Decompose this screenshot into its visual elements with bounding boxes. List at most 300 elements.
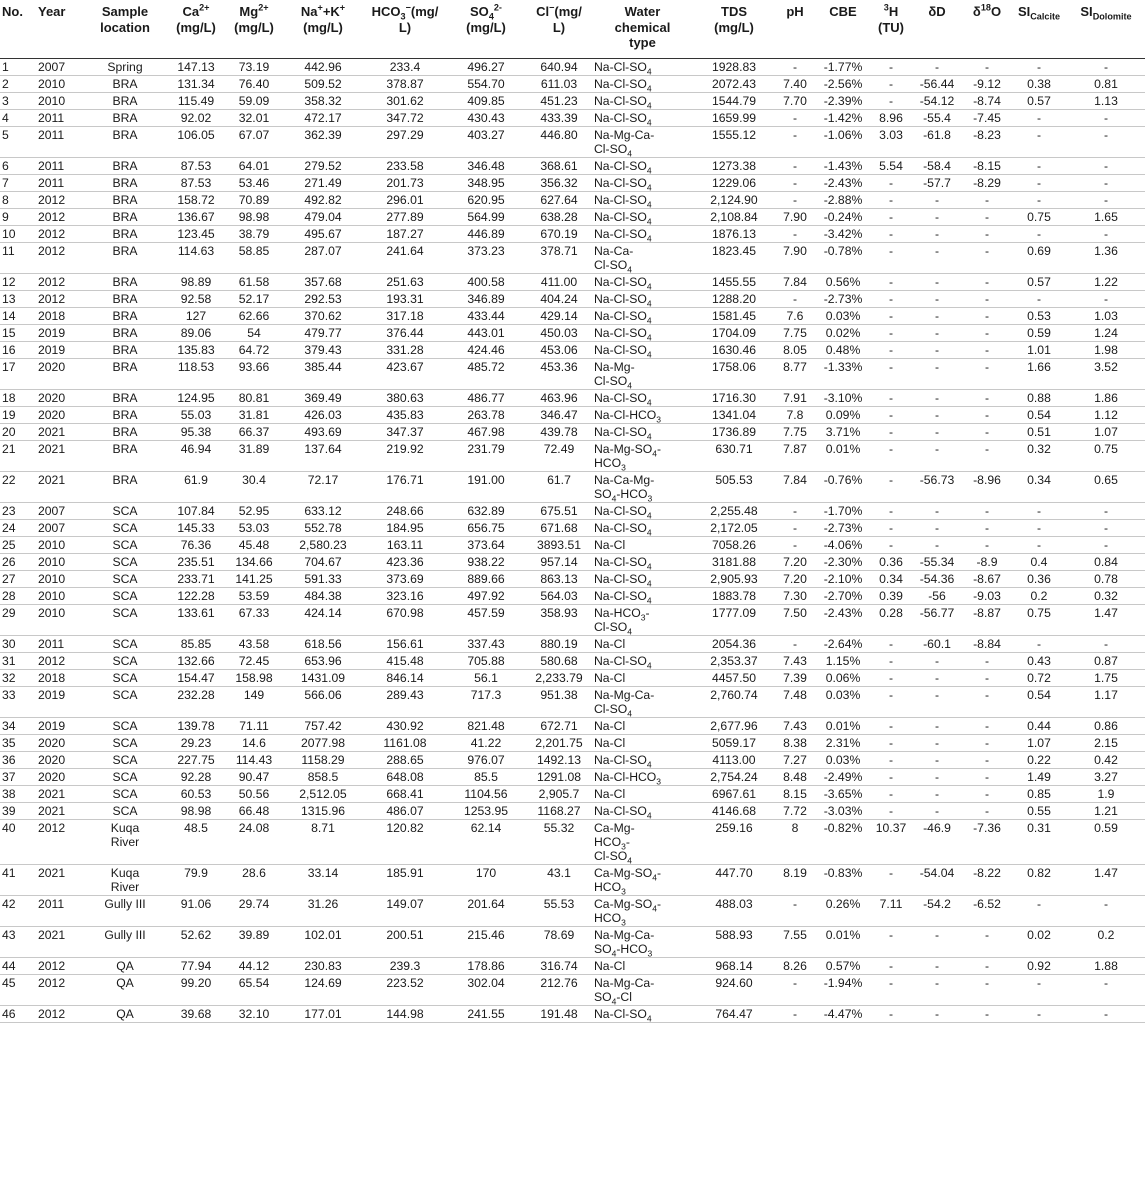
cell-h3: -	[888, 243, 894, 258]
cell-tds: 5059.17	[711, 735, 757, 750]
cell-sic: 0.75	[1027, 209, 1051, 224]
cell-year: 2021	[38, 927, 66, 942]
cell-cbe: -3.65%	[823, 786, 863, 801]
cell-sid: 0.86	[1094, 718, 1118, 733]
cell-sic: 0.75	[1027, 605, 1051, 620]
cell-ph: -	[792, 158, 798, 173]
cell-ca: 122.28	[177, 588, 215, 603]
cell-cbe: -1.43%	[823, 158, 863, 173]
cell-h3: -	[888, 226, 894, 241]
cell-so4: 56.1	[474, 670, 498, 685]
cell-dd: -	[934, 975, 940, 990]
cell-year: 2018	[38, 308, 66, 323]
cell-so4: 346.48	[467, 158, 505, 173]
cell-so4: 632.89	[467, 503, 505, 518]
cell-hco3: 156.61	[386, 636, 424, 651]
cell-type: $Na-Cl-SO_4$	[594, 192, 652, 209]
cell-loc: SCA	[112, 803, 138, 818]
cell-cl: 72.49	[543, 441, 575, 456]
cell-mg: 44.12	[238, 958, 270, 973]
cell-ph: 7.39	[783, 670, 807, 685]
cell-tds: 2,353.37	[710, 653, 758, 668]
column-header-tds: TDS (mg/L)	[693, 0, 775, 58]
cell-hco3: 317.18	[386, 308, 424, 323]
cell-tds: 6967.61	[711, 786, 757, 801]
cell-loc: QA	[116, 958, 134, 973]
cell-loc: SCA	[112, 786, 138, 801]
cell-loc: BRA	[112, 192, 138, 207]
cell-sid: -	[1103, 175, 1109, 190]
cell-dd: -	[934, 735, 940, 750]
cell-sic: 0.53	[1027, 308, 1051, 323]
cell-nak: 493.69	[304, 424, 342, 439]
cell-d18o: -	[984, 390, 990, 405]
cell-dd: -	[934, 325, 940, 340]
cell-so4: 821.48	[467, 718, 505, 733]
cell-nak: 424.14	[304, 605, 342, 620]
cell-h3: -	[888, 325, 894, 340]
cell-tds: 968.14	[715, 958, 753, 973]
cell-loc: BRA	[112, 175, 138, 190]
cell-cl: 675.51	[540, 503, 578, 518]
cell-loc: BRA	[112, 291, 138, 306]
cell-nak: 287.07	[304, 243, 342, 258]
cell-so4: 656.75	[467, 520, 505, 535]
cell-cbe: -2.73%	[823, 291, 863, 306]
cell-hco3: 219.92	[386, 441, 424, 456]
cell-sic: 0.82	[1027, 865, 1051, 880]
column-header-mg: $Mg^{2+}$ (mg/L)	[226, 0, 282, 58]
cell-nak: 271.49	[304, 175, 342, 190]
cell-no: 7	[2, 175, 9, 190]
cell-no: 30	[2, 636, 16, 651]
cell-year: 2021	[38, 424, 66, 439]
table-row	[0, 570, 1145, 587]
cell-year: 2010	[38, 588, 66, 603]
cell-tds: 4113.00	[712, 752, 756, 767]
cell-cbe: -1.70%	[823, 503, 863, 518]
cell-ca: 85.85	[180, 636, 212, 651]
cell-sic: 0.2	[1030, 588, 1048, 603]
cell-loc: Spring	[107, 59, 143, 74]
cell-dd: -56.44	[919, 76, 955, 91]
cell-loc: BRA	[112, 226, 138, 241]
cell-cl: 61.7	[547, 472, 571, 487]
cell-cbe: 0.03%	[825, 687, 861, 702]
cell-ca: 98.98	[180, 803, 212, 818]
cell-hco3: 201.73	[386, 175, 424, 190]
cell-hco3: 288.65	[386, 752, 424, 767]
cell-nak: 370.62	[304, 308, 342, 323]
cell-cbe: -0.76%	[823, 472, 863, 487]
cell-cl: 316.74	[540, 958, 578, 973]
cell-year: 2012	[38, 291, 66, 306]
cell-loc: Gully III	[104, 927, 146, 942]
cell-nak: 2,580.23	[299, 537, 347, 552]
cell-loc: BRA	[112, 127, 138, 142]
cell-ph: 7.75	[783, 424, 807, 439]
cell-type: $Na-Cl-SO_4$	[594, 554, 652, 571]
cell-sic: -	[1036, 192, 1042, 207]
cell-d18o: -8.67	[973, 571, 1001, 586]
cell-ph: 7.48	[783, 687, 807, 702]
cell-so4: 409.85	[467, 93, 505, 108]
cell-h3: -	[888, 865, 894, 880]
cell-loc: SCA	[112, 537, 138, 552]
cell-sic: 0.4	[1030, 554, 1048, 569]
cell-ph: -	[792, 59, 798, 74]
table-row	[0, 734, 1145, 751]
cell-sid: 1.07	[1094, 424, 1118, 439]
cell-sic: 1.01	[1027, 342, 1051, 357]
cell-dd: -	[934, 958, 940, 973]
cell-no: 2	[2, 76, 9, 91]
cell-dd: -	[934, 359, 940, 374]
cell-sic: -	[1036, 537, 1042, 552]
table-row	[0, 109, 1145, 126]
cell-h3: -	[888, 769, 894, 784]
column-header-year: Year	[36, 0, 84, 58]
table-row	[0, 751, 1145, 768]
cell-dd: -	[934, 226, 940, 241]
cell-cbe: 1.15%	[825, 653, 861, 668]
cell-h3: 0.28	[879, 605, 903, 620]
cell-sid: 1.24	[1094, 325, 1118, 340]
cell-mg: 80.81	[238, 390, 270, 405]
cell-cbe: -1.33%	[823, 359, 863, 374]
cell-tds: 630.71	[715, 441, 753, 456]
cell-so4: 302.04	[467, 975, 505, 990]
cell-h3: -	[888, 1006, 894, 1021]
cell-no: 23	[2, 503, 16, 518]
cell-loc: SCA	[112, 520, 138, 535]
cell-so4: 348.95	[467, 175, 505, 190]
cell-no: 9	[2, 209, 9, 224]
cell-no: 43	[2, 927, 16, 942]
cell-d18o: -	[984, 274, 990, 289]
cell-year: 2021	[38, 865, 66, 880]
cell-tds: 588.93	[715, 927, 753, 942]
cell-year: 2012	[38, 192, 66, 207]
cell-loc: BRA	[112, 424, 138, 439]
cell-hco3: 241.64	[386, 243, 424, 258]
cell-d18o: -	[984, 803, 990, 818]
cell-dd: -60.1	[923, 636, 951, 651]
cell-so4: 889.66	[467, 571, 505, 586]
cell-year: 2007	[38, 503, 66, 518]
cell-cl: 957.14	[540, 554, 578, 569]
cell-mg: 64.01	[238, 158, 270, 173]
cell-dd: -	[934, 503, 940, 518]
cell-so4: 564.99	[467, 209, 505, 224]
cell-so4: 486.77	[467, 390, 505, 405]
table-row	[0, 957, 1145, 974]
cell-d18o: -	[984, 769, 990, 784]
cell-nak: 484.38	[304, 588, 342, 603]
cell-mg: 38.79	[238, 226, 270, 241]
cell-h3: -	[888, 342, 894, 357]
cell-hco3: 233.4	[389, 59, 421, 74]
table-header	[0, 0, 1145, 58]
cell-tds: 1876.13	[711, 226, 757, 241]
cell-sid: 1.86	[1094, 390, 1118, 405]
cell-tds: 505.53	[715, 472, 753, 487]
cell-type: $Na-Cl-SO_4$	[594, 158, 652, 175]
cell-year: 2010	[38, 554, 66, 569]
cell-loc: BRA	[112, 359, 138, 374]
cell-h3: -	[888, 975, 894, 990]
cell-cbe: 0.01%	[825, 927, 861, 942]
cell-year: 2021	[38, 803, 66, 818]
cell-sic: 0.57	[1027, 93, 1051, 108]
cell-sid: 0.84	[1094, 554, 1118, 569]
cell-cl: 356.32	[540, 175, 578, 190]
cell-ca: 233.71	[177, 571, 215, 586]
cell-tds: 1758.06	[711, 359, 757, 374]
cell-sic: -	[1036, 520, 1042, 535]
cell-cl: 564.03	[540, 588, 578, 603]
cell-nak: 591.33	[304, 571, 342, 586]
cell-tds: 1659.99	[711, 110, 757, 125]
cell-sic: 0.54	[1027, 687, 1051, 702]
cell-cl: 627.64	[540, 192, 578, 207]
cell-sic: -	[1036, 110, 1042, 125]
cell-type: Na-Cl	[594, 958, 626, 973]
cell-ph: 8.38	[783, 735, 807, 750]
cell-ca: 107.84	[177, 503, 215, 518]
cell-year: 2007	[38, 59, 66, 74]
cell-mg: 54	[247, 325, 261, 340]
cell-d18o: -7.45	[973, 110, 1001, 125]
cell-nak: 33.14	[307, 865, 339, 880]
cell-ph: 7.84	[783, 274, 807, 289]
cell-d18o: -	[984, 424, 990, 439]
cell-loc: Kuqa River	[110, 865, 140, 894]
cell-loc: SCA	[112, 554, 138, 569]
cell-type: $Na-Cl-SO_4$	[594, 291, 652, 308]
cell-mg: 72.45	[238, 653, 270, 668]
cell-sid: 0.42	[1094, 752, 1118, 767]
cell-tds: 1341.04	[711, 407, 757, 422]
cell-loc: SCA	[112, 718, 138, 733]
cell-year: 2021	[38, 441, 66, 456]
column-header-d18o: $\delta^{18}O$	[963, 0, 1011, 58]
cell-ca: 39.68	[180, 1006, 212, 1021]
cell-year: 2020	[38, 390, 66, 405]
table-row	[0, 864, 1145, 895]
cell-so4: 337.43	[467, 636, 505, 651]
cell-tds: 447.70	[715, 865, 753, 880]
cell-ca: 29.23	[180, 735, 212, 750]
cell-cl: 439.78	[540, 424, 578, 439]
cell-type: $Na-Cl-SO_4$	[594, 503, 652, 520]
cell-sid: 1.88	[1094, 958, 1118, 973]
cell-sic: 0.88	[1027, 390, 1051, 405]
cell-dd: -	[934, 718, 940, 733]
cell-sic: 0.59	[1027, 325, 1051, 340]
cell-cl: 212.76	[540, 975, 578, 990]
cell-ph: 7.43	[783, 653, 807, 668]
table-row	[0, 389, 1145, 406]
table-row	[0, 802, 1145, 819]
cell-h3: -	[888, 735, 894, 750]
cell-loc: Kuqa River	[110, 820, 140, 849]
cell-ph: 7.6	[786, 308, 804, 323]
cell-sic: -	[1036, 636, 1042, 651]
cell-tds: 1288.20	[711, 291, 757, 306]
cell-mg: 43.58	[238, 636, 270, 651]
table-row	[0, 553, 1145, 570]
cell-dd: -	[934, 520, 940, 535]
cell-cl: 2,201.75	[535, 735, 583, 750]
cell-tds: 4457.50	[711, 670, 757, 685]
cell-hco3: 187.27	[386, 226, 424, 241]
cell-d18o: -	[984, 325, 990, 340]
cell-no: 32	[2, 670, 16, 685]
cell-ph: 7.20	[783, 571, 807, 586]
cell-ca: 227.75	[177, 752, 215, 767]
cell-year: 2010	[38, 571, 66, 586]
cell-loc: SCA	[112, 735, 138, 750]
cell-d18o: -	[984, 291, 990, 306]
cell-d18o: -	[984, 192, 990, 207]
cell-tds: 2,255.48	[710, 503, 758, 518]
cell-cbe: 0.06%	[825, 670, 861, 685]
cell-type: $Na-Cl-SO_4$	[594, 653, 652, 670]
cell-tds: 1823.45	[711, 243, 757, 258]
cell-cbe: -3.42%	[823, 226, 863, 241]
cell-cbe: 3.71%	[825, 424, 861, 439]
cell-no: 42	[2, 896, 16, 911]
cell-type: Na-Cl	[594, 786, 626, 801]
cell-tds: 2,108.84	[710, 209, 758, 224]
cell-mg: 114.43	[235, 752, 273, 767]
column-header-ca: $Ca^{2+}$ (mg/L)	[166, 0, 226, 58]
cell-ca: 132.66	[177, 653, 215, 668]
cell-year: 2018	[38, 670, 66, 685]
cell-type: $Na-Cl-SO_4$	[594, 342, 652, 359]
cell-no: 33	[2, 687, 16, 702]
cell-d18o: -8.87	[973, 605, 1001, 620]
cell-tds: 1704.09	[711, 325, 757, 340]
cell-dd: -	[934, 803, 940, 818]
cell-hco3: 193.31	[386, 291, 424, 306]
column-header-hco3: $HCO_3^-(mg/$ L)	[364, 0, 446, 58]
cell-sic: -	[1036, 175, 1042, 190]
cell-nak: 1431.09	[300, 670, 346, 685]
cell-type: $Na-Cl-SO_4$	[594, 390, 652, 407]
cell-d18o: -8.84	[973, 636, 1001, 651]
cell-d18o: -	[984, 407, 990, 422]
cell-h3: -	[888, 718, 894, 733]
cell-year: 2019	[38, 342, 66, 357]
cell-dd: -	[934, 424, 940, 439]
cell-dd: -	[934, 390, 940, 405]
table-row	[0, 423, 1145, 440]
cell-cl: 55.53	[543, 896, 575, 911]
cell-cl: 880.19	[540, 636, 578, 651]
cell-sid: 2.15	[1094, 735, 1118, 750]
cell-sid: -	[1103, 537, 1109, 552]
cell-hco3: 163.11	[386, 537, 424, 552]
cell-mg: 52.95	[238, 503, 270, 518]
cell-sid: -	[1103, 1006, 1109, 1021]
column-header-sic: $SI_{Calcite}$	[1011, 0, 1067, 58]
cell-ph: 8.15	[783, 786, 807, 801]
cell-nak: 362.39	[304, 127, 342, 142]
cell-loc: QA	[116, 1006, 134, 1021]
cell-d18o: -8.22	[973, 865, 1001, 880]
cell-sic: 0.02	[1027, 927, 1051, 942]
cell-year: 2010	[38, 605, 66, 620]
cell-type: $Na-Cl-SO_4$	[594, 110, 652, 127]
cell-hco3: 846.14	[386, 670, 424, 685]
cell-sid: 1.98	[1094, 342, 1118, 357]
cell-hco3: 176.71	[386, 472, 424, 487]
cell-type: $Na-Cl-SO_4$	[594, 588, 652, 605]
cell-no: 16	[2, 342, 16, 357]
cell-hco3: 323.16	[386, 588, 424, 603]
cell-ph: 7.70	[783, 93, 807, 108]
cell-dd: -	[934, 670, 940, 685]
cell-sic: 0.38	[1027, 76, 1051, 91]
table-body	[0, 58, 1145, 1022]
cell-type: $Na-Cl-SO_4$	[594, 752, 652, 769]
cell-so4: 62.14	[470, 820, 502, 835]
cell-hco3: 248.66	[386, 503, 424, 518]
cell-dd: -	[934, 441, 940, 456]
cell-sid: -	[1103, 192, 1109, 207]
cell-h3: -	[888, 76, 894, 91]
cell-tds: 2072.43	[711, 76, 757, 91]
cell-h3: -	[888, 441, 894, 456]
cell-type: Ca-Mg- $HCO_3-$ $Cl-SO_4$	[594, 820, 635, 865]
cell-hco3: 297.29	[386, 127, 424, 142]
cell-tds: 2,124.90	[710, 192, 758, 207]
table-row	[0, 587, 1145, 604]
cell-d18o: -	[984, 59, 990, 74]
cell-sid: -	[1103, 110, 1109, 125]
cell-hco3: 373.69	[386, 571, 424, 586]
cell-ca: 127	[185, 308, 207, 323]
cell-ph: -	[792, 537, 798, 552]
cell-h3: -	[888, 424, 894, 439]
cell-cl: 43.1	[547, 865, 571, 880]
cell-h3: -	[888, 390, 894, 405]
cell-so4: 467.98	[467, 424, 505, 439]
table-row	[0, 307, 1145, 324]
cell-loc: BRA	[112, 342, 138, 357]
cell-loc: BRA	[112, 407, 138, 422]
cell-sid: 3.27	[1094, 769, 1118, 784]
table-row	[0, 126, 1145, 157]
cell-loc: BRA	[112, 110, 138, 125]
cell-cbe: -4.47%	[823, 1006, 863, 1021]
cell-cbe: -0.82%	[823, 820, 863, 835]
cell-so4: 241.55	[467, 1006, 505, 1021]
cell-d18o: -	[984, 786, 990, 801]
cell-nak: 230.83	[304, 958, 342, 973]
cell-ca: 147.13	[177, 59, 215, 74]
cell-hco3: 223.52	[386, 975, 424, 990]
cell-h3: -	[888, 209, 894, 224]
cell-ph: -	[792, 291, 798, 306]
cell-no: 19	[2, 407, 16, 422]
cell-no: 14	[2, 308, 16, 323]
cell-hco3: 347.37	[386, 424, 424, 439]
table-row	[0, 58, 1145, 75]
cell-sic: 0.72	[1027, 670, 1051, 685]
